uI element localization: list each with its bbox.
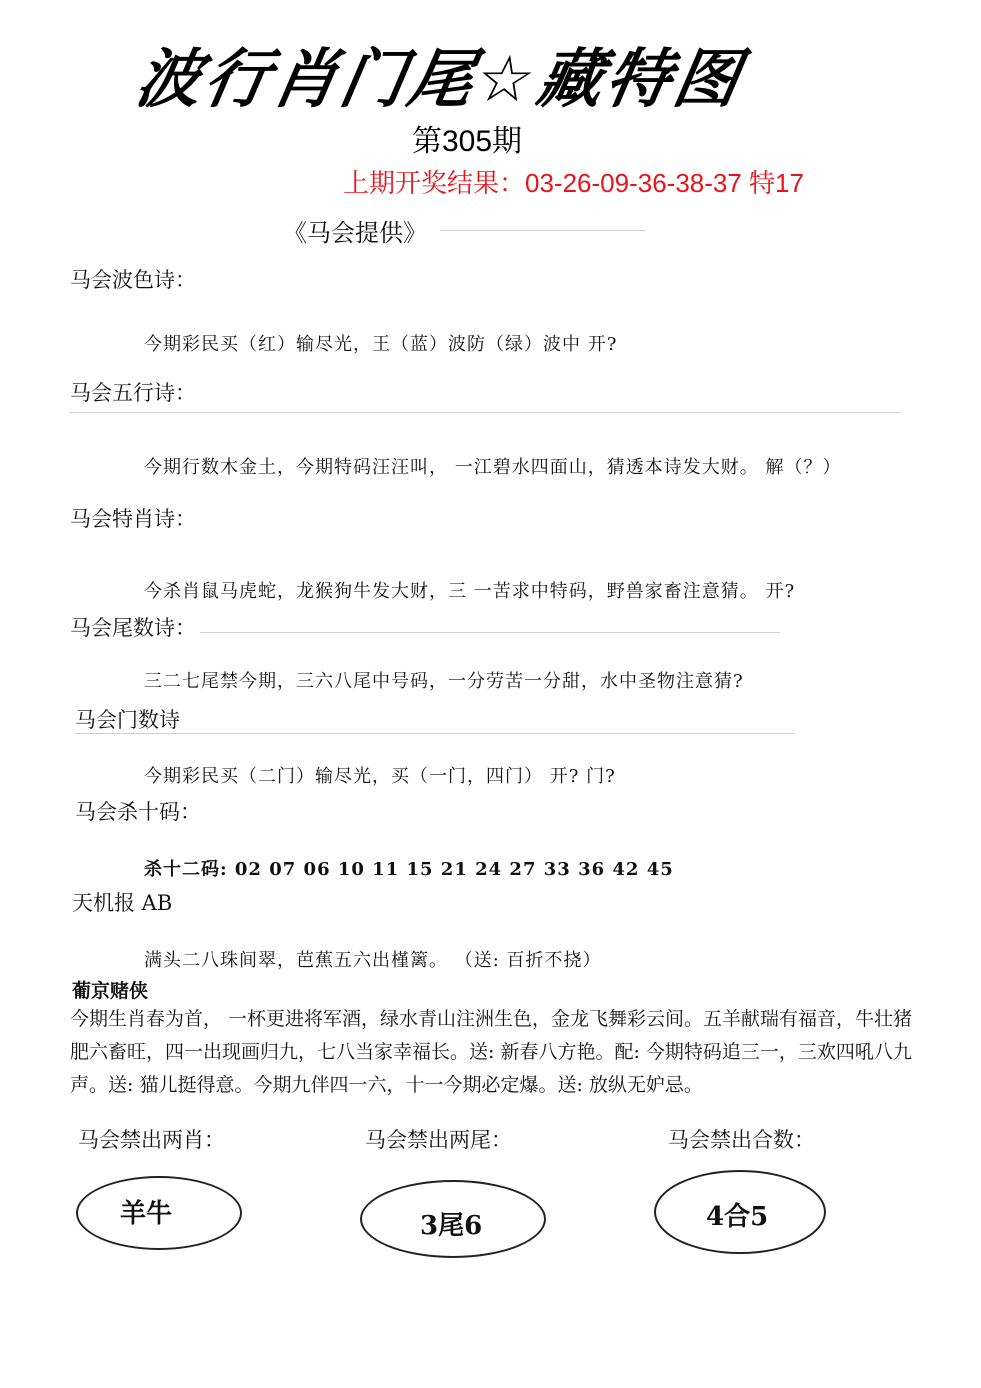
- section-kill-numbers-list: 杀十二码: 02 07 06 10 11 15 21 24 27 33 36 42 45: [144, 859, 674, 880]
- ban-value-tail: 3尾6: [420, 1211, 483, 1241]
- ban-label-zodiac: 马会禁出两肖：: [78, 1128, 225, 1152]
- section-poem-special-zodiac: 今杀肖鼠马虎蛇，龙猴狗牛发大财，三 一苦求中特码，野兽家畜注意猜。 开?: [144, 581, 796, 602]
- ban-label-sum: 马会禁出合数：: [668, 1128, 815, 1152]
- section-poem-tianji: 满头二八珠间翠，芭蕉五六出槿篱。 （送: 百折不挠）: [144, 950, 602, 971]
- section-heading-tail-number: 马会尾数诗：: [70, 616, 196, 640]
- faint-rule: [440, 230, 645, 231]
- section-heading-tianji: 天机报 AB: [72, 891, 173, 915]
- faint-rule: [75, 733, 795, 734]
- period-number: 第305期: [412, 125, 523, 158]
- ban-label-tail: 马会禁出两尾：: [365, 1128, 512, 1152]
- section-heading-special-zodiac: 马会特肖诗：: [70, 507, 196, 531]
- ban-value-sum: 4合5: [706, 1202, 769, 1232]
- section-poem-tail-number: 三二七尾禁今期，三六八尾中号码，一分劳苦一分甜，水中圣物注意猜?: [144, 671, 744, 692]
- provider-label: 《马会提供》: [283, 219, 427, 247]
- page-title: 波行肖门尾☆藏特图: [130, 43, 749, 117]
- last-draw-result: 上期开奖结果：03-26-09-36-38-37 特17: [343, 168, 804, 198]
- section-heading-five-elements: 马会五行诗：: [70, 381, 196, 405]
- macau-paragraph: 今期生肖春为首， 一杯更进将军酒，绿水青山注洲生色，金龙飞舞彩云间。五羊献瑞有福音，牛壮猪肥六畜旺，四一出现画归九，七八当家幸福长。送: 新春八方艳。配: 今期特码追三一，三欢四吼八九声。送: 猫儿挺得意。今期九伴四一六，十一今期必定爆。送: 放纵无妒忌。: [70, 1008, 913, 1096]
- section-poem-wave-color: 今期彩民买（红）输尽光，王（蓝）波防（绿）波中 开?: [144, 334, 618, 355]
- section-poem-five-elements: 今期行数木金土，今期特码汪汪叫， 一江碧水四面山，猜透本诗发大财。 解（？）: [144, 457, 842, 478]
- section-heading-kill-numbers: 马会杀十码：: [75, 800, 201, 824]
- section-heading-wave-color: 马会波色诗：: [70, 268, 196, 292]
- faint-rule: [200, 632, 780, 633]
- faint-rule: [70, 412, 900, 413]
- section-heading-gate-number: 马会门数诗: [75, 708, 180, 732]
- section-heading-macau: 葡京赌侠: [72, 980, 149, 1002]
- ban-value-zodiac: 羊牛: [120, 1199, 173, 1229]
- section-poem-gate-number: 今期彩民买（二门）输尽光，买（一门，四门） 开? 门?: [144, 766, 616, 787]
